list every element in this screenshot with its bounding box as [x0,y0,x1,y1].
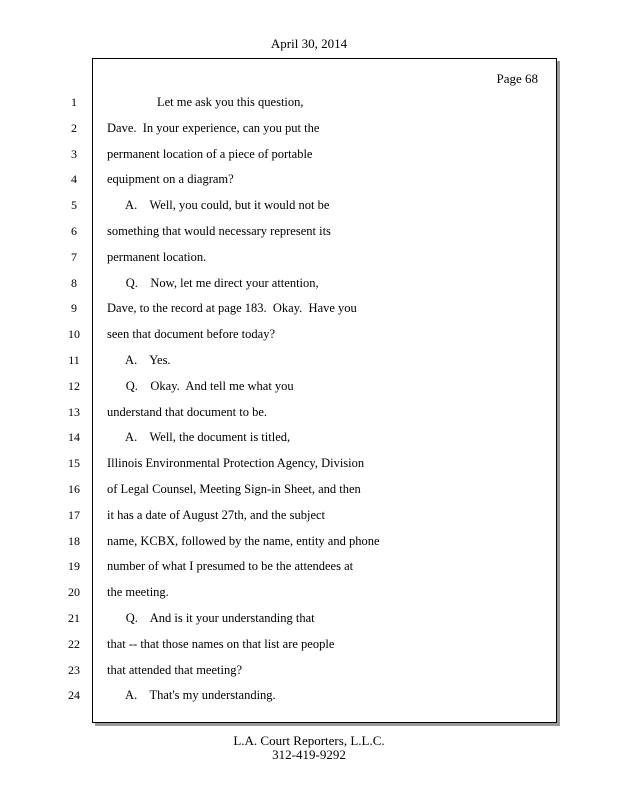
line-number: 24 [68,688,80,702]
line-number: 11 [68,353,80,367]
transcript-line: that attended that meeting? [107,663,243,677]
transcript-line: something that would necessary represent its [107,224,331,238]
transcript-line: Q. Now, let me direct your attention, [107,276,319,290]
line-number: 10 [68,327,80,341]
transcript-line: that -- that those names on that list are people [107,637,335,651]
transcript-line: equipment on a diagram? [107,172,234,186]
reporter-company: L.A. Court Reporters, L.L.C. [233,733,385,748]
line-number: 20 [68,585,80,599]
line-number: 2 [71,121,77,135]
transcript-line: it has a date of August 27th, and the subject [107,508,326,522]
transcript-line: understand that document to be. [107,405,268,419]
transcript-line: Dave, to the record at page 183. Okay. Have you [107,301,357,315]
transcript-line: Dave. In your experience, can you put the [107,121,320,135]
line-number: 23 [68,663,80,677]
transcript-line: Q. Okay. And tell me what you [107,379,294,393]
transcript-line: number of what I presumed to be the attendees at [107,559,354,573]
line-number: 8 [71,276,77,290]
line-number: 22 [68,637,80,651]
line-number: 18 [68,534,80,548]
page-number: Page 68 [496,71,538,86]
transcript-line: A. That's my understanding. [107,688,276,702]
transcript-line: Let me ask you this question, [107,95,304,109]
line-number: 21 [68,611,80,625]
line-number: 12 [68,379,80,393]
transcript-page-frame [92,58,557,723]
line-number: 9 [71,301,77,315]
reporter-phone: 312-419-9292 [272,747,346,762]
transcript-line: name, KCBX, followed by the name, entity and phone [107,534,380,548]
line-number: 19 [68,559,80,573]
line-number: 4 [71,172,77,186]
transcript-date: April 30, 2014 [270,36,348,51]
transcript-line: A. Yes. [107,353,171,367]
transcript-line: permanent location of a piece of portable [107,147,313,161]
transcript-line: A. Well, the document is titled, [107,430,291,444]
line-number: 1 [71,95,77,109]
transcript-line: Q. And is it your understanding that [107,611,315,625]
line-number: 6 [71,224,77,238]
transcript-line: seen that document before today? [107,327,275,341]
transcript-line: the meeting. [107,585,169,599]
transcript-line: permanent location. [107,250,207,264]
transcript-line: Illinois Environmental Protection Agency, Division [107,456,365,470]
line-number: 17 [68,508,80,522]
line-number: 5 [71,198,77,212]
line-number: 15 [68,456,80,470]
transcript-line: A. Well, you could, but it would not be [107,198,330,212]
line-number: 16 [68,482,80,496]
transcript-line: of Legal Counsel, Meeting Sign-in Sheet, and then [107,482,361,496]
line-number: 13 [68,405,80,419]
line-number: 14 [68,430,80,444]
line-number: 7 [71,250,77,264]
line-number: 3 [71,147,77,161]
